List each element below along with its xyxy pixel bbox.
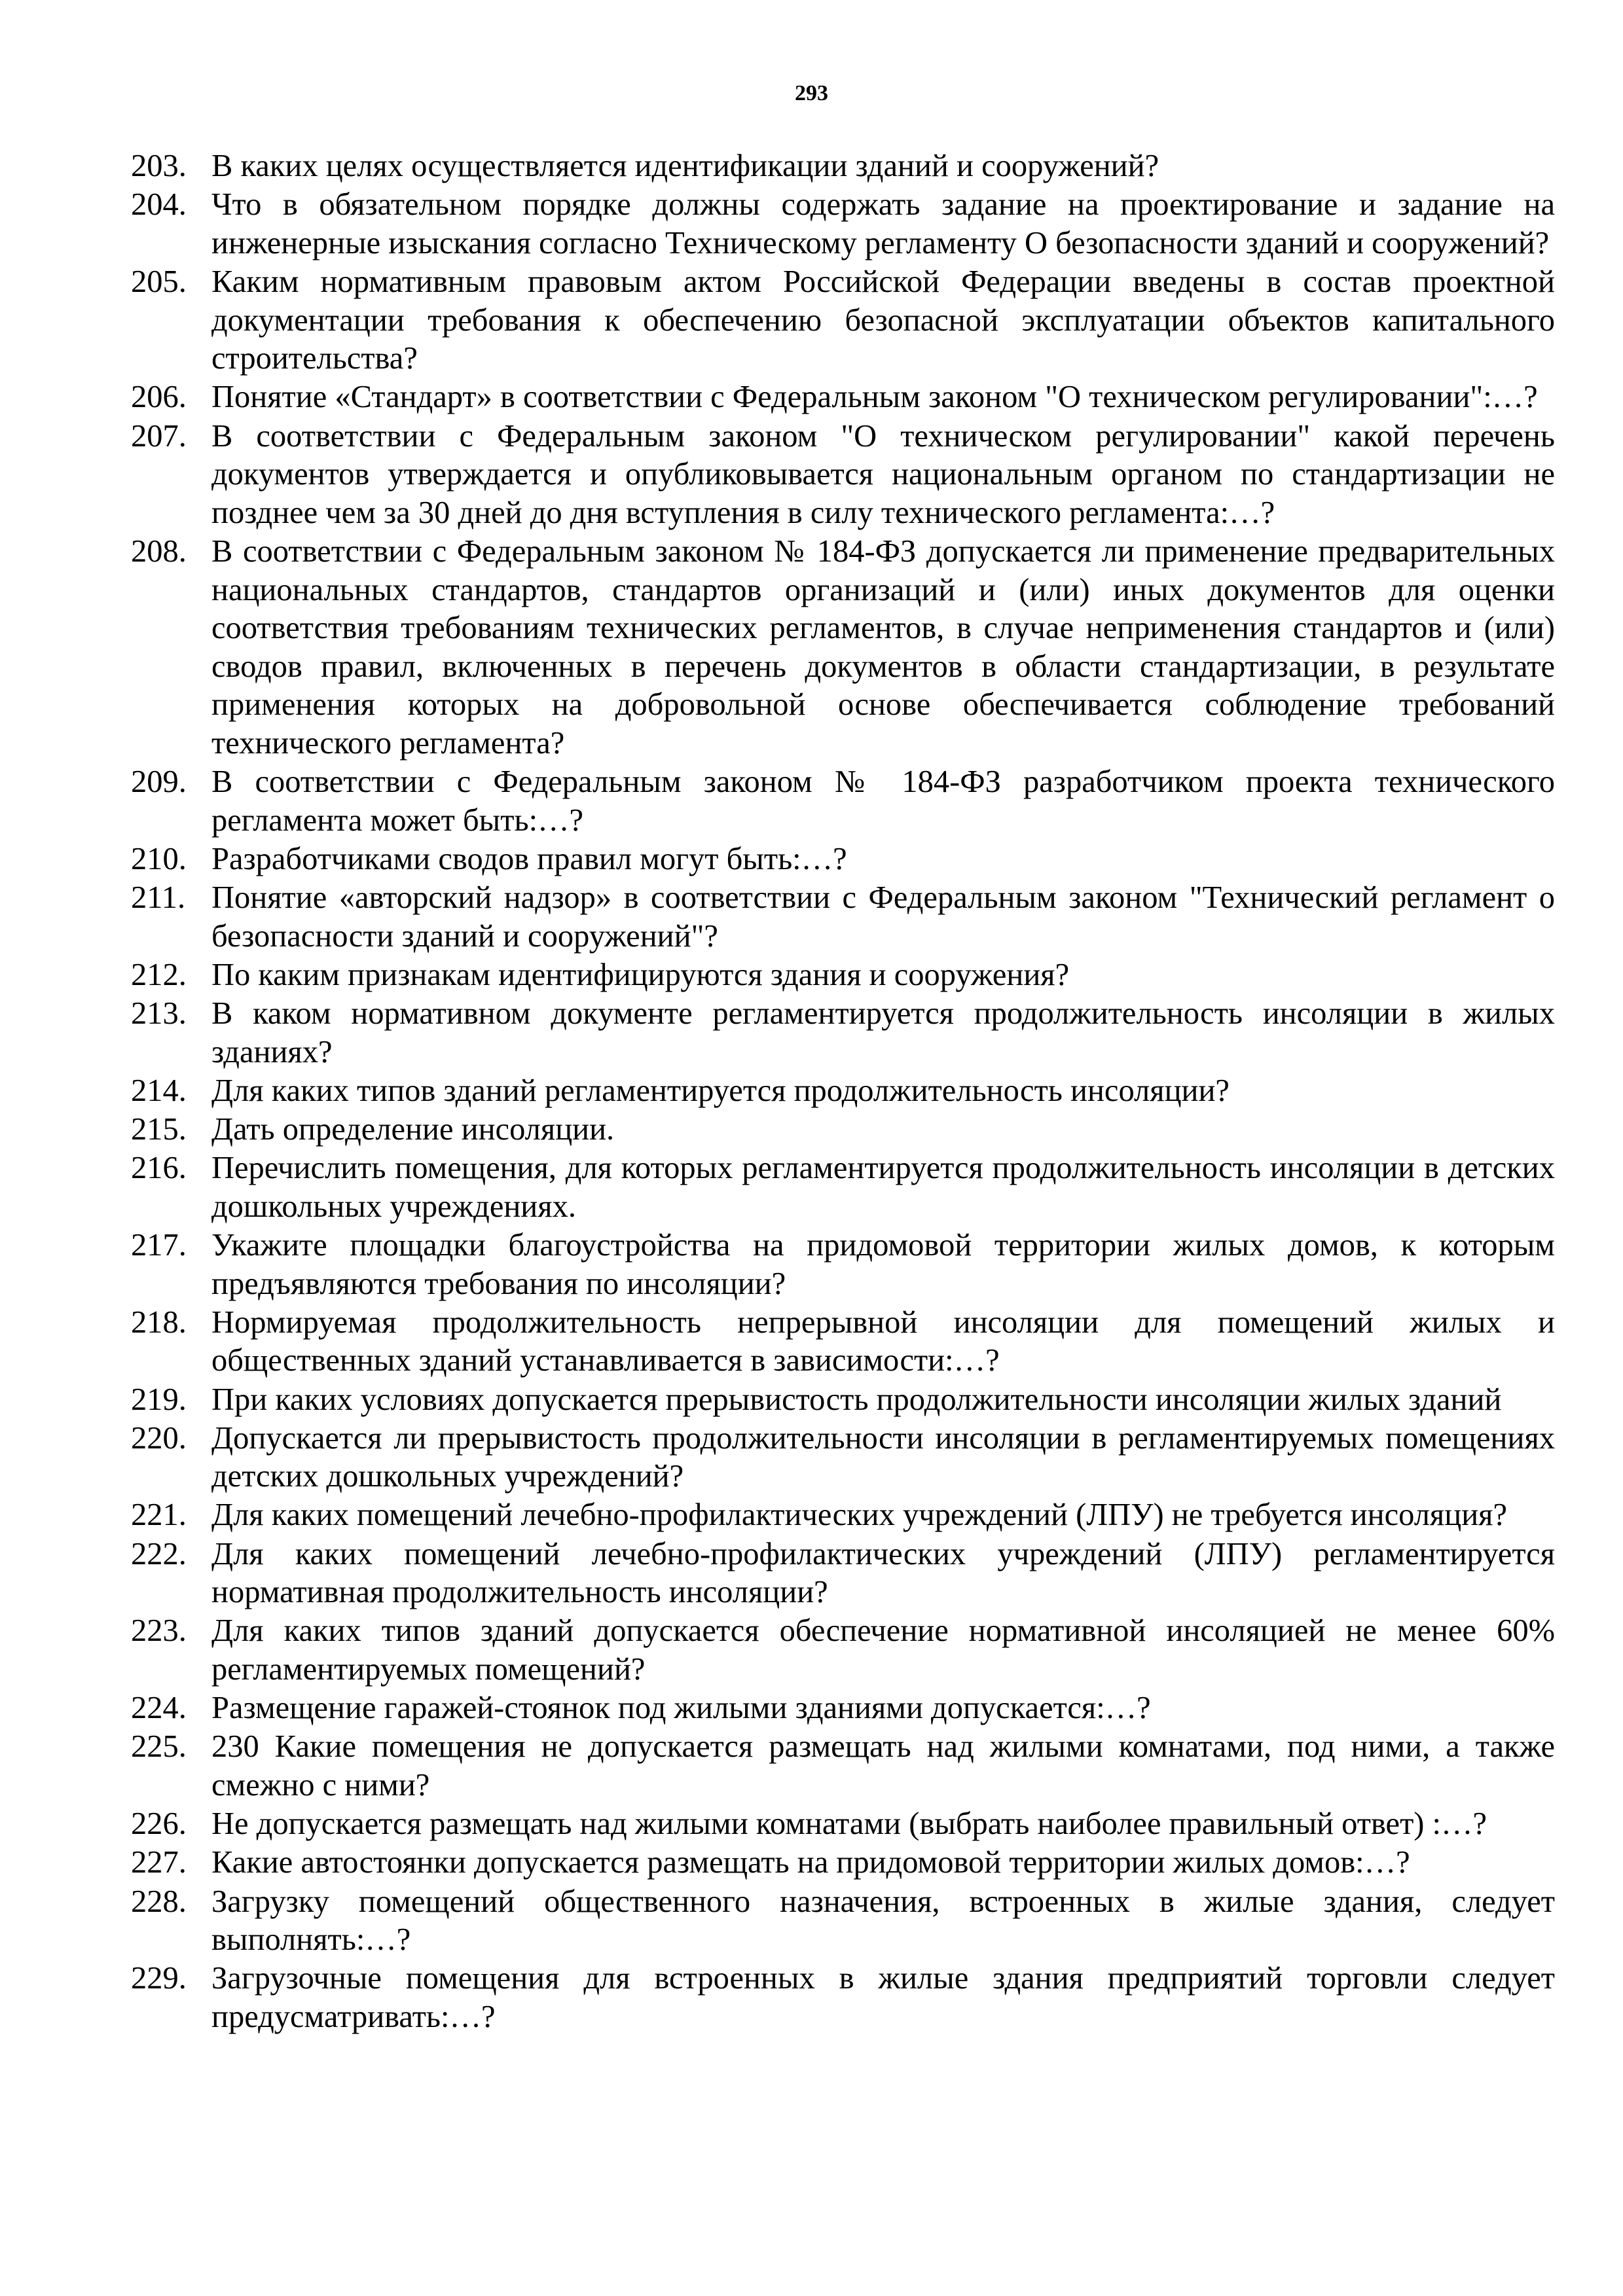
question-number: 220. (131, 1420, 187, 1456)
question-item (131, 186, 1555, 262)
question-text: При каких условиях допускается прерывистость продолжительности инсоляции жилых зданий (211, 1382, 1502, 1417)
question-number: 210. (131, 841, 187, 876)
question-text: В каком нормативном документе регламентируется продолжительность инсоляции в жилых зданиях? (211, 996, 1555, 1069)
question-text: Разработчиками сводов правил могут быть:…? (211, 841, 847, 876)
question-text: Загрузку помещений общественного назначения, встроенных в жилые здания, следует выполнять:…? (211, 1884, 1555, 1958)
question-item (131, 1535, 1555, 1612)
question-text: В соответствии с Федеральным законом № 184-ФЗ допускается ли применение предварительных национальных стандартов, стандартов организаций и (или) иных документов для оценки соответствия требованиям технических регламентов, в случае неприменения стандартов и (или) сводов правил, включенных в перечень документов в области стандартизации, в результате применения которых на добровольной основе обеспечивается соблюдение требований технического регламента? (211, 533, 1555, 761)
question-text: По каким признакам идентифицируются здания и сооружения? (211, 957, 1070, 992)
question-number: 229. (131, 1961, 187, 1996)
question-item (131, 1805, 1555, 1844)
question-number: 223. (131, 1613, 187, 1649)
question-text: В соответствии с Федеральным законом № 184-ФЗ разработчиком проекта технического регламента может быть:…? (211, 764, 1555, 838)
question-number: 226. (131, 1806, 187, 1842)
question-item (131, 1420, 1555, 1496)
question-text: Допускается ли прерывистость продолжительности инсоляции в регламентируемых помещениях детских дошкольных учреждений? (211, 1420, 1555, 1494)
question-number: 228. (131, 1884, 187, 1919)
question-item (131, 147, 1555, 186)
question-number: 221. (131, 1498, 187, 1533)
question-item (131, 1728, 1555, 1804)
question-item (131, 378, 1555, 417)
question-item (131, 995, 1555, 1071)
question-text: Для каких помещений лечебно-профилактических учреждений (ЛПУ) регламентируется нормативная продолжительность инсоляции? (211, 1536, 1555, 1610)
question-text: Укажите площадки благоустройства на придомовой территории жилых домов, к которым предъявляются требования по инсоляции? (211, 1227, 1555, 1301)
question-item (131, 1844, 1555, 1882)
question-text: Дать определение инсоляции. (211, 1111, 615, 1147)
question-number: 227. (131, 1845, 187, 1880)
question-number: 207. (131, 418, 187, 454)
question-list (131, 147, 1555, 2037)
question-item (131, 263, 1555, 378)
question-item (131, 1496, 1555, 1535)
question-item (131, 1689, 1555, 1728)
question-text: Что в обязательном порядке должны содержать задание на проектирование и задание на инженерные изыскания согласно Техническому регламенту О безопасности зданий и сооружений? (211, 187, 1555, 260)
question-item (131, 1072, 1555, 1111)
question-text: Не допускается размещать над жилыми комнатами (выбрать наиболее правильный ответ) :…? (211, 1806, 1487, 1842)
question-text: Для каких типов зданий регламентируется продолжительность инсоляции? (211, 1073, 1230, 1108)
question-number: 219. (131, 1382, 187, 1417)
question-item (131, 1612, 1555, 1689)
question-item (131, 879, 1555, 956)
question-number: 211. (131, 880, 186, 916)
question-item (131, 1304, 1555, 1380)
question-text: Для каких типов зданий допускается обеспечение нормативной инсоляцией не менее 60% регламентируемых помещений? (211, 1613, 1555, 1687)
question-text: Какие автостоянки допускается размещать на придомовой территории жилых домов:…? (211, 1845, 1410, 1880)
question-number: 225. (131, 1729, 187, 1765)
question-text: 230 Какие помещения не допускается размещать над жилыми комнатами, под ними, а также смежно с ними? (211, 1729, 1555, 1803)
question-item (131, 956, 1555, 995)
question-number: 206. (131, 380, 187, 415)
question-number: 213. (131, 996, 187, 1031)
question-item (131, 1381, 1555, 1420)
question-number: 216. (131, 1151, 187, 1186)
question-item (131, 533, 1555, 763)
question-item (131, 1111, 1555, 1149)
question-number: 215. (131, 1111, 187, 1147)
question-number: 214. (131, 1073, 187, 1108)
question-number: 218. (131, 1304, 187, 1340)
question-number: 208. (131, 533, 187, 569)
question-text: Перечислить помещения, для которых регламентируется продолжительность инсоляции в детских дошкольных учреждениях. (211, 1151, 1555, 1224)
question-number: 217. (131, 1227, 187, 1263)
question-number: 205. (131, 264, 187, 299)
question-number: 224. (131, 1691, 187, 1726)
question-text: Понятие «Стандарт» в соответствии с Федеральным законом "О техническом регулировании":…? (211, 380, 1538, 415)
question-text: Понятие «авторский надзор» в соответствии с Федеральным законом "Технический регламент о безопасности зданий и сооружений"? (211, 880, 1555, 954)
question-item (131, 1883, 1555, 1960)
question-text: В соответствии с Федеральным законом "О техническом регулировании" какой перечень документов утверждается и опубликовывается национальным органом по стандартизации не позднее чем за 30 дней до дня вступления в силу технического регламента:…? (211, 418, 1555, 530)
question-item (131, 763, 1555, 840)
question-text: Каким нормативным правовым актом Российской Федерации введены в состав проектной документации требования к обеспечению безопасной эксплуатации объектов капитального строительства? (211, 264, 1555, 376)
question-item (131, 1227, 1555, 1303)
question-number: 204. (131, 187, 187, 223)
question-number: 209. (131, 764, 187, 800)
page-number: 293 (795, 81, 828, 105)
question-number: 212. (131, 957, 187, 992)
question-item (131, 1149, 1555, 1226)
question-text: В каких целях осуществляется идентификации зданий и сооружений? (211, 149, 1159, 183)
question-text: Нормируемая продолжительность непрерывной инсоляции для помещений жилых и общественных зданий устанавливается в зависимости:…? (211, 1304, 1555, 1378)
question-text: Для каких помещений лечебно-профилактических учреждений (ЛПУ) не требуется инсоляция? (211, 1498, 1507, 1533)
question-item (131, 418, 1555, 533)
question-item (131, 840, 1555, 879)
question-number: 222. (131, 1536, 187, 1571)
question-number: 203. (131, 149, 187, 183)
question-item (131, 1960, 1555, 2036)
question-text: Загрузочные помещения для встроенных в жилые здания предприятий торговли следует предусматривать:…? (211, 1961, 1555, 2034)
question-text: Размещение гаражей-стоянок под жилыми зданиями допускается:…? (211, 1691, 1151, 1726)
